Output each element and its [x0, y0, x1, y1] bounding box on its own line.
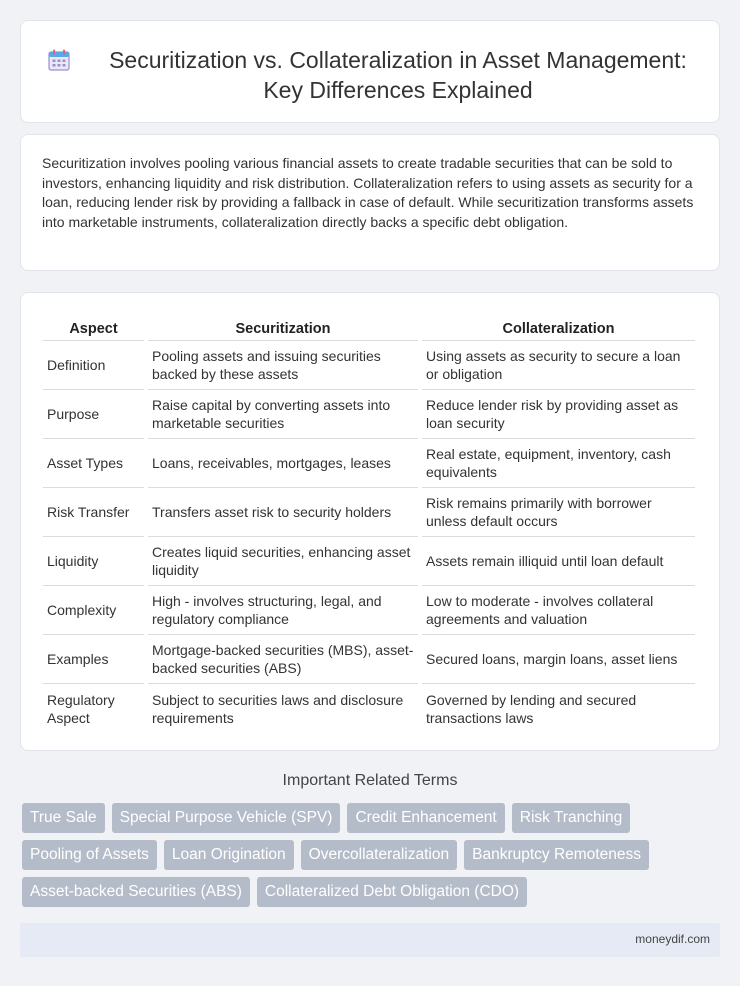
table-header-row — [43, 315, 695, 341]
intro-card — [20, 134, 720, 271]
comparison-table-card — [20, 292, 720, 751]
table-row — [43, 684, 695, 733]
aspect-cell: Asset Types — [43, 439, 144, 488]
related-term-tag[interactable]: Asset-backed Securities (ABS) — [22, 877, 250, 907]
table-row — [43, 635, 695, 684]
calendar-icon — [47, 48, 71, 72]
comparison-table — [39, 315, 699, 733]
collateralization-cell: Real estate, equipment, inventory, cash equivalents — [422, 439, 695, 488]
collateralization-cell: Secured loans, margin loans, asset liens — [422, 635, 695, 684]
securitization-cell: Creates liquid securities, enhancing asset liquidity — [148, 537, 418, 586]
securitization-cell: Loans, receivables, mortgages, leases — [148, 439, 418, 488]
aspect-cell: Definition — [43, 341, 144, 390]
related-term-tag[interactable]: Credit Enhancement — [347, 803, 504, 833]
related-term-tag[interactable]: Loan Origination — [164, 840, 294, 870]
collateralization-cell: Risk remains primarily with borrower unless default occurs — [422, 488, 695, 537]
related-term-tag[interactable]: Pooling of Assets — [22, 840, 157, 870]
securitization-cell: High - involves structuring, legal, and regulatory compliance — [148, 586, 418, 635]
aspect-cell: Complexity — [43, 586, 144, 635]
footer-site-link[interactable]: moneydif.com — [635, 932, 710, 946]
collateralization-cell: Governed by lending and secured transactions laws — [426, 691, 637, 726]
securitization-cell: Mortgage-backed securities (MBS), asset-backed securities (ABS) — [148, 635, 418, 684]
intro-paragraph: Securitization involves pooling various financial assets to create tradable securities that can be sold to investors, enhancing liquidity and risk distribution. Collateralization refers to using assets as security for a loan, reducing lender risk by providing a fallback in case of default. While securitization transforms assets into marketable instruments, collateralization directly backs a specific debt obligation. — [42, 155, 694, 230]
related-terms-title: Important Related Terms — [282, 772, 458, 789]
aspect-cell: Examples — [43, 635, 144, 684]
collateralization-cell: Reduce lender risk by providing asset as loan security — [422, 390, 695, 439]
aspect-cell: Regulatory Aspect — [47, 691, 115, 726]
header-card — [20, 20, 720, 123]
securitization-cell: Subject to securities laws and disclosure requirements — [152, 691, 404, 726]
related-term-tag[interactable]: Bankruptcy Remoteness — [464, 840, 649, 870]
related-terms-list — [22, 803, 712, 914]
collateralization-cell: Low to moderate - involves collateral agreements and valuation — [422, 586, 695, 635]
table-row — [43, 488, 695, 537]
related-term-tag[interactable]: Overcollateralization — [301, 840, 457, 870]
related-term-tag[interactable]: Special Purpose Vehicle (SPV) — [112, 803, 341, 833]
table-row — [43, 586, 695, 635]
securitization-cell: Transfers asset risk to security holders — [148, 488, 418, 537]
securitization-cell: Raise capital by converting assets into marketable securities — [148, 390, 418, 439]
table-row — [43, 439, 695, 488]
page-title: Securitization vs. Collateralization in Asset Management: Key Differences Explained — [109, 47, 687, 103]
header-collateralization: Collateralization — [422, 315, 695, 341]
header-securitization: Securitization — [148, 315, 418, 341]
table-row — [43, 341, 695, 390]
aspect-cell: Risk Transfer — [43, 488, 144, 537]
header-aspect: Aspect — [43, 315, 144, 341]
aspect-cell: Liquidity — [43, 537, 144, 586]
securitization-cell: Pooling assets and issuing securities backed by these assets — [148, 341, 418, 390]
table-row — [43, 537, 695, 586]
related-term-tag[interactable]: Collateralized Debt Obligation (CDO) — [257, 877, 527, 907]
footer — [20, 923, 720, 957]
table-row — [43, 390, 695, 439]
aspect-cell: Purpose — [43, 390, 144, 439]
related-term-tag[interactable]: True Sale — [22, 803, 105, 833]
collateralization-cell: Using assets as security to secure a loan or obligation — [422, 341, 695, 390]
collateralization-cell: Assets remain illiquid until loan default — [422, 537, 695, 586]
related-term-tag[interactable]: Risk Tranching — [512, 803, 631, 833]
